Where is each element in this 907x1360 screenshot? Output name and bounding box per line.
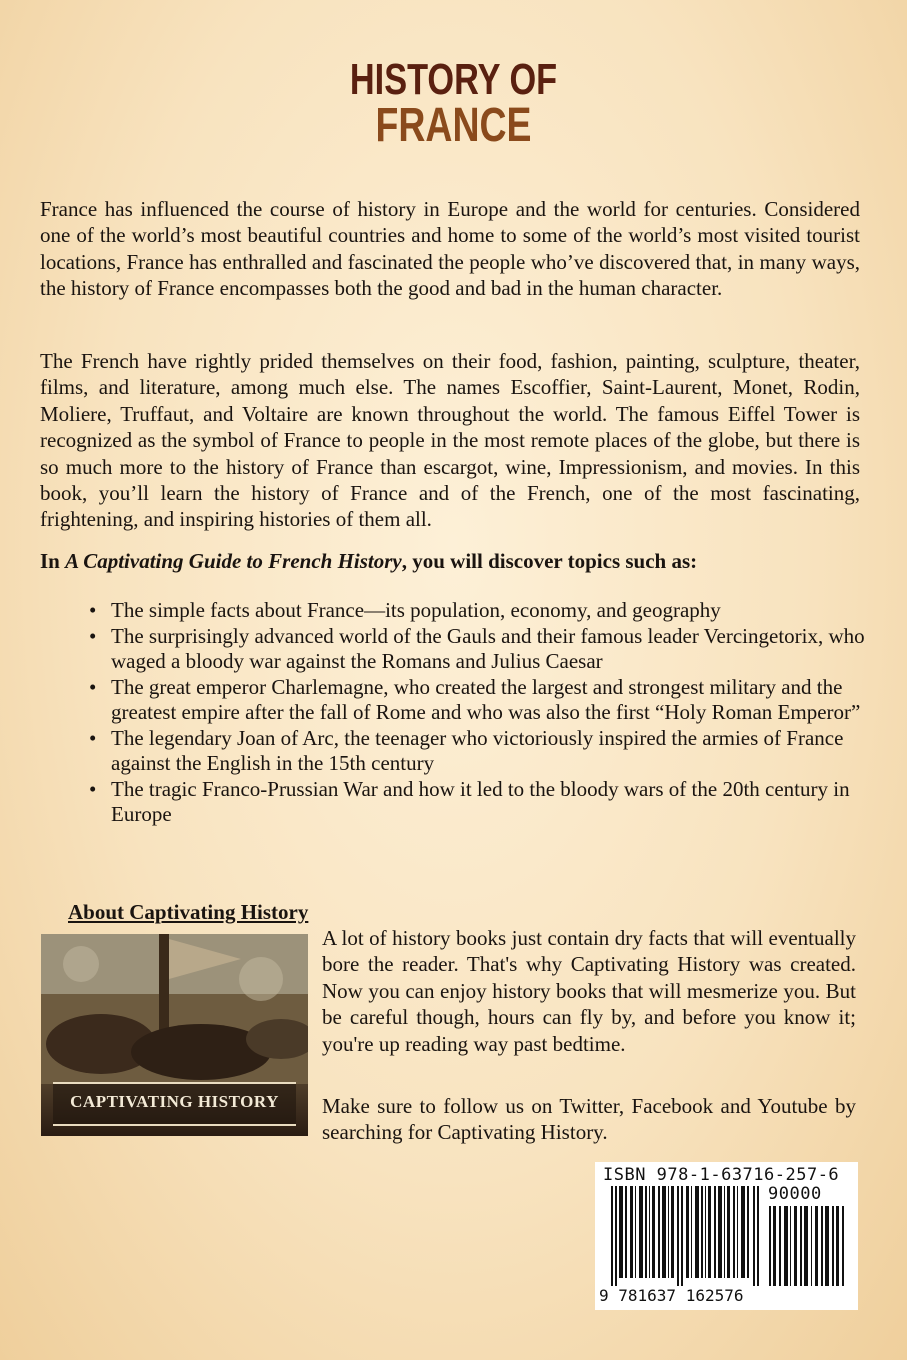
book-title-line-1: HISTORY OF — [349, 55, 558, 104]
book-title-line-2: FRANCE — [375, 99, 532, 152]
intro-paragraph: France has influenced the course of history in Europe and the world for centuries. Considered one of the world’s most beautiful countries and home to some of the world’s most visited tourist locations, France has enthralled and fascinated the people who’ve discovered that, in many ways, the history of France encompasses both the good and bad in the human character. — [40, 197, 860, 301]
logo-text: CAPTIVATING HISTORY — [70, 1092, 279, 1111]
topics-lead — [40, 549, 697, 574]
lead-book-title: A Captivating Guide to French History — [65, 549, 402, 573]
topic-item: • The surprisingly advanced world of the Gauls and their famous leader Vercingetorix, who waged a bloody war against the Romans and Julius Caesar — [83, 624, 873, 675]
battle-scene-illustration — [41, 934, 308, 1084]
logo-plate — [53, 1082, 296, 1126]
addon-barcode-bars — [769, 1206, 849, 1286]
about-text-1: A lot of history books just contain dry facts that will eventually bore the reader. That's why Captivating History was created. Now you can enjoy history books that will mesmerize you. But be careful though, hours can fly by, and before you know it; you're up reading way past bedtime. — [322, 926, 856, 1056]
isbn-number: ISBN 978-1-63716-257-6 — [603, 1165, 840, 1185]
second-paragraph: The French have rightly prided themselves on their food, fashion, painting, sculpture, theater, films, and literature, among much else. The names Escoffier, Saint-Laurent, Monet, Rodin, Moliere, Truffaut, and Voltaire are known throughout the world. The famous Eiffel Tower is recognized as the symbol of France to people in the most remote places of the globe, but there is so much more to the history of France than escargot, wine, Impressionism, and movies. In this book, you’ll learn the history of France and of the French, one of the most fascinating, frightening, and inspiring histories of them all. — [40, 349, 860, 532]
about-text-2: Make sure to follow us on Twitter, Facebook and Youtube by searching for Captivating History. — [322, 1094, 856, 1145]
topic-item: • The legendary Joan of Arc, the teenager who victoriously inspired the armies of France against the English in the 15th century — [83, 726, 873, 777]
captivating-history-logo-image — [41, 934, 308, 1136]
topic-item: • The great emperor Charlemagne, who created the largest and strongest military and the greatest empire after the fall of Rome and who was also the first “Holy Roman Emperor” — [83, 675, 873, 726]
topic-item: • The tragic Franco-Prussian War and how it led to the bloody wars of the 20th century in Europe — [83, 777, 873, 828]
topics-list — [83, 598, 873, 828]
lead-suffix: , you will discover topics such as: — [401, 549, 698, 573]
lead-prefix: In — [40, 549, 66, 573]
price-code: 90000 — [768, 1184, 822, 1204]
barcode-bars — [611, 1186, 761, 1286]
isbn-barcode — [595, 1162, 858, 1310]
topic-item: • The simple facts about France—its population, economy, and geography — [83, 598, 873, 624]
about-heading: About Captivating History — [68, 900, 309, 924]
barcode-digits: 9 781637 162576 — [599, 1286, 744, 1305]
